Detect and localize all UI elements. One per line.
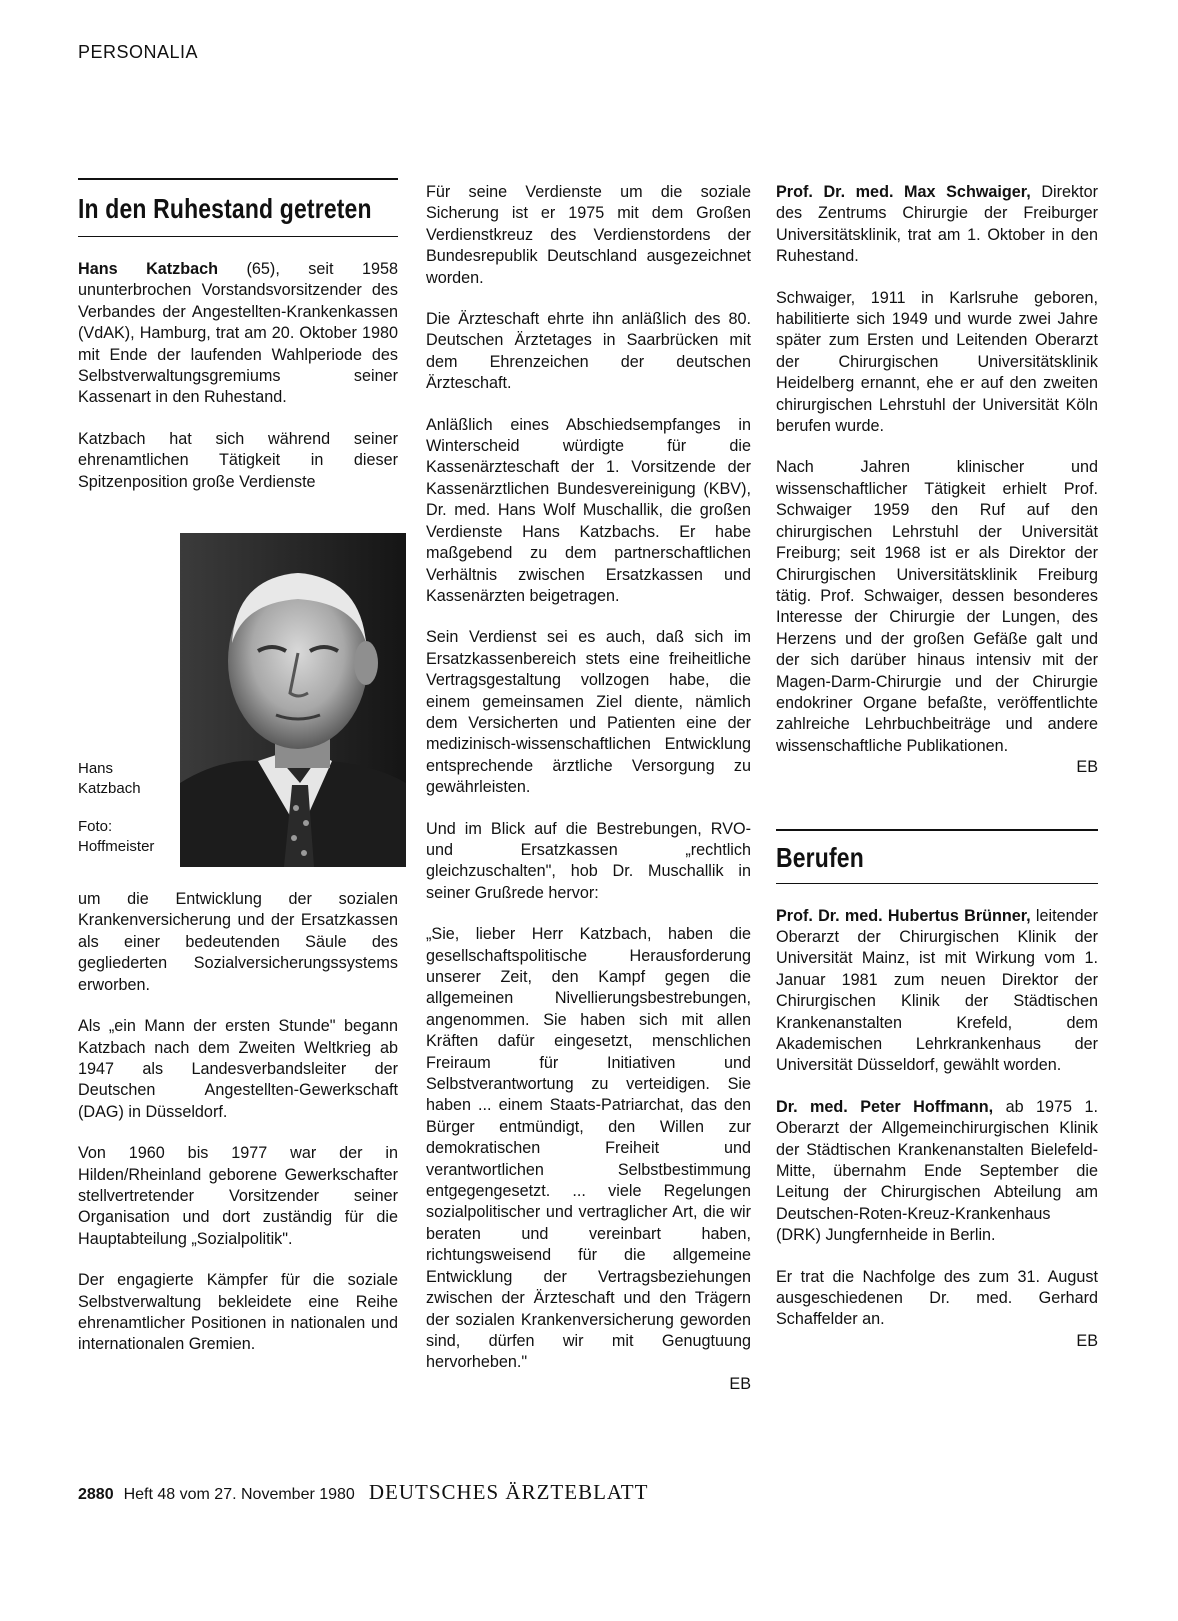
heading-ruhestand-block <box>78 178 398 237</box>
column-1 <box>78 178 398 1376</box>
bruenner-name: Prof. Dr. med. Hubertus Brünner, <box>776 906 1031 925</box>
schwaiger-paragraph-3: Nach Jahren klinischer und wissenschaftlicher Tätigkeit erhielt Prof. Schwaiger 1959 den Ruf auf den chirurgischen Lehrstuhl der Universität Freiburg; seit 1968 ist er als Direktor der Chirurgischen Universitätsklinik Freiburg tätig. Prof. Schwaiger, dessen besonderes Interesse der Chirurgie der Lungen, des Herzens und der großen Gefäße galt und der sich darüber hinaus intensiv mit der Magen-Darm-Chirurgie und der Chirurgie endokriner Organe befaßte, veröffentlichte zahlreiche Lehrbuchbeiträge und andere wissenschaftliche Publikationen. <box>776 458 1098 755</box>
katzbach-paragraph-2: Katzbach hat sich während seiner ehrenamtlichen Tätigkeit in dieser Spitzenposition große Verdienste <box>78 429 398 491</box>
photo-caption-credit: Foto: Hoffmeister <box>78 818 155 856</box>
hoffmann-paragraph-2: Er trat die Nachfolge des zum 31. August ausgeschiedenen Dr. med. Gerhard Schaffelder an. <box>776 1267 1098 1329</box>
photo-block <box>78 533 398 867</box>
heading-berufen-block <box>776 829 1098 884</box>
bruenner-text: leitender Oberarzt der Chirurgischen Klinik der Universität Mainz, ist mit Wirkung vom 1. Januar 1981 zum neuen Direktor der Chirurgischen Klinik der Städtischen Krankenanstalten Krefeld, dem Akademischen Lehrkrankenhaus der Universität Düsseldorf, gewählt worden. <box>776 906 1098 1075</box>
katzbach-paragraph-8: Die Ärzteschaft ehrte ihn anläßlich des 80. Deutschen Ärztetages in Saarbrücken mit dem Ehrenzeichen der deutschen Ärzteschaft. <box>426 310 751 393</box>
katzbach-paragraph-9: Anläßlich eines Abschiedsempfanges in Winterscheid würdigte für die Kassenärzteschaft der 1. Vorsitzende der Kassenärztlichen Bundesvereinigung (KBV), Dr. med. Hans Wolf Muschallik, die großen Verdienste Hans Katzbachs. Er habe maßgebend zu dem partnerschaftlichen Verhältnis zwischen Ersatzkassen und Kassenärzten beigetragen. <box>426 415 751 605</box>
hoffmann-text: ab 1975 1. Oberarzt der Allgemeinchirurgischen Klinik der Städtischen Krankenanstalten Bielefeld-Mitte, übernahm Ende September die Leitung der Chirurgischen Abteilung am Deutschen-Roten-Kreuz-Krankenhaus (DRK) Jungfernheide in Berlin. <box>776 1097 1098 1245</box>
katzbach-paragraph-11: Und im Blick auf die Bestrebungen, RVO- und Ersatzkassen „rechtlich gleichzuschalten", hob Dr. Muschallik in seiner Grußrede hervor: <box>426 819 751 902</box>
schwaiger-paragraph-2: Schwaiger, 1911 in Karlsruhe geboren, habilitierte sich 1949 und wurde zwei Jahre später zum Ersten und Leitenden Oberarzt der Chirurgischen Universitätsklinik Heidelberg ernannt, ehe er auf den zweiten chirurgischen Lehrstuhl der Universität Köln berufen wurde. <box>776 288 1098 436</box>
page-footer <box>78 1480 648 1505</box>
bruenner-paragraph <box>776 906 1098 1077</box>
katzbach-paragraph-4: Als „ein Mann der ersten Stunde" begann Katzbach nach dem Zweiten Weltkrieg ab 1947 als Landesverbandsleiter der Deutschen Angestellten-Gewerkschaft (DAG) in Düsseldorf. <box>78 1017 398 1121</box>
schwaiger-signature-line <box>776 757 1098 778</box>
hoffmann-name: Dr. med. Peter Hoffmann, <box>776 1097 994 1116</box>
katzbach-signature-line <box>426 1374 751 1395</box>
schwaiger-name: Prof. Dr. med. Max Schwaiger, <box>776 183 1031 201</box>
katzbach-paragraph-1 <box>78 259 398 409</box>
katzbach-p1-text: (65), seit 1958 ununterbrochen Vorstandsvorsitzender des Verbandes der Angestellten-Krankenkassen (VdAK), Hamburg, trat am 20. Oktober 1980 mit Ende der laufenden Wahlperiode des Selbstverwaltungsgremiums seiner Kassenart in den Ruhestand. <box>78 260 399 407</box>
katzbach-paragraph-6: Der engagierte Kämpfer für die soziale Selbstverwaltung bekleidete eine Reihe ehrenamtlicher Positionen in nationalen und internationalen Gremien. <box>78 1271 398 1354</box>
schwaiger-paragraph-1 <box>776 182 1098 268</box>
katzbach-name: Hans Katzbach <box>78 260 219 278</box>
katzbach-paragraph-3: um die Entwicklung der sozialen Krankenversicherung und der Ersatzkassen als einer bedeutenden Säule des gegliederten Sozialversicherungssystems erworben. <box>78 890 398 994</box>
heading-berufen: Berufen <box>776 841 864 873</box>
column-2 <box>426 182 751 1395</box>
katzbach-paragraph-5: Von 1960 bis 1977 war der in Hilden/Rheinland geborene Gewerkschafter stellvertretender Vorsitzender seiner Organisation und dort zuständig für die Hauptabteilung „Sozialpolitik". <box>78 1144 398 1248</box>
hoffmann-signature-line <box>776 1331 1098 1352</box>
page-number: 2880 <box>78 1486 114 1503</box>
portrait-photo <box>180 533 406 867</box>
katzbach-paragraph-12: „Sie, lieber Herr Katzbach, haben die gesellschaftspolitische Herausforderung unserer Zeit, den Kampf gegen die allgemeinen Nivellierungsbestrebungen, angenommen. Sie haben sich mit allen Kräften dafür eingesetzt, menschlichen Freiraum für Initiativen und Selbstverantwortung zu verteidigen. Sie haben ... einem Staats-Patriarchat, das den Bürger entmündigt, den Willen zur demokratischen Freiheit und verantwortlichen Selbstbestimmung entgegengesetzt. ... viele Regelungen sozialpolitischer und vertraglicher Art, die wir beraten und vereinbart haben, richtungsweisend für die allgemeine Entwicklung der Vertragsbeziehungen zwischen der Ärzteschaft und den Trägern der sozialen Krankenversicherung geworden sind, dürfen wir mit Genugtuung hervorheben." <box>426 925 751 1372</box>
photo-caption-name: Hans Katzbach <box>78 760 141 798</box>
photo-caption <box>78 759 174 857</box>
katzbach-paragraph-7: Für seine Verdienste um die soziale Sicherung ist er 1975 mit dem Großen Verdienstkreuz des Verdienstordens der Bundesrepublik Deutschland ausgezeichnet worden. <box>426 183 751 287</box>
magazine-title: DEUTSCHES ÄRZTEBLATT <box>368 1480 649 1504</box>
katzbach-signature: EB <box>729 1374 751 1393</box>
schwaiger-signature: EB <box>1076 758 1098 777</box>
column-3 <box>776 182 1098 1352</box>
hoffmann-paragraph-1 <box>776 1097 1098 1247</box>
issue-info: Heft 48 vom 27. November 1980 <box>123 1486 355 1503</box>
heading-ruhestand: In den Ruhestand getreten <box>78 193 372 224</box>
katzbach-paragraph-10: Sein Verdienst sei es auch, daß sich im Ersatzkassenbereich stets eine freiheitliche Vertragsgestaltung vollzogen habe, die einem gemeinsamen Ziel diente, nämlich dem Versicherten und Patienten eine der medizinisch-wissenschaftlichen Entwicklung entsprechende ärztliche Versorgung zu gewährleisten. <box>426 628 751 797</box>
section-label: PERSONALIA <box>78 42 199 62</box>
schwaiger-p1-text: Direktor des Zentrums Chirurgie der Freiburger Universitätsklinik, trat am 1. Oktober in den Ruhestand. <box>776 183 1098 266</box>
hoffmann-signature: EB <box>1076 1331 1098 1350</box>
